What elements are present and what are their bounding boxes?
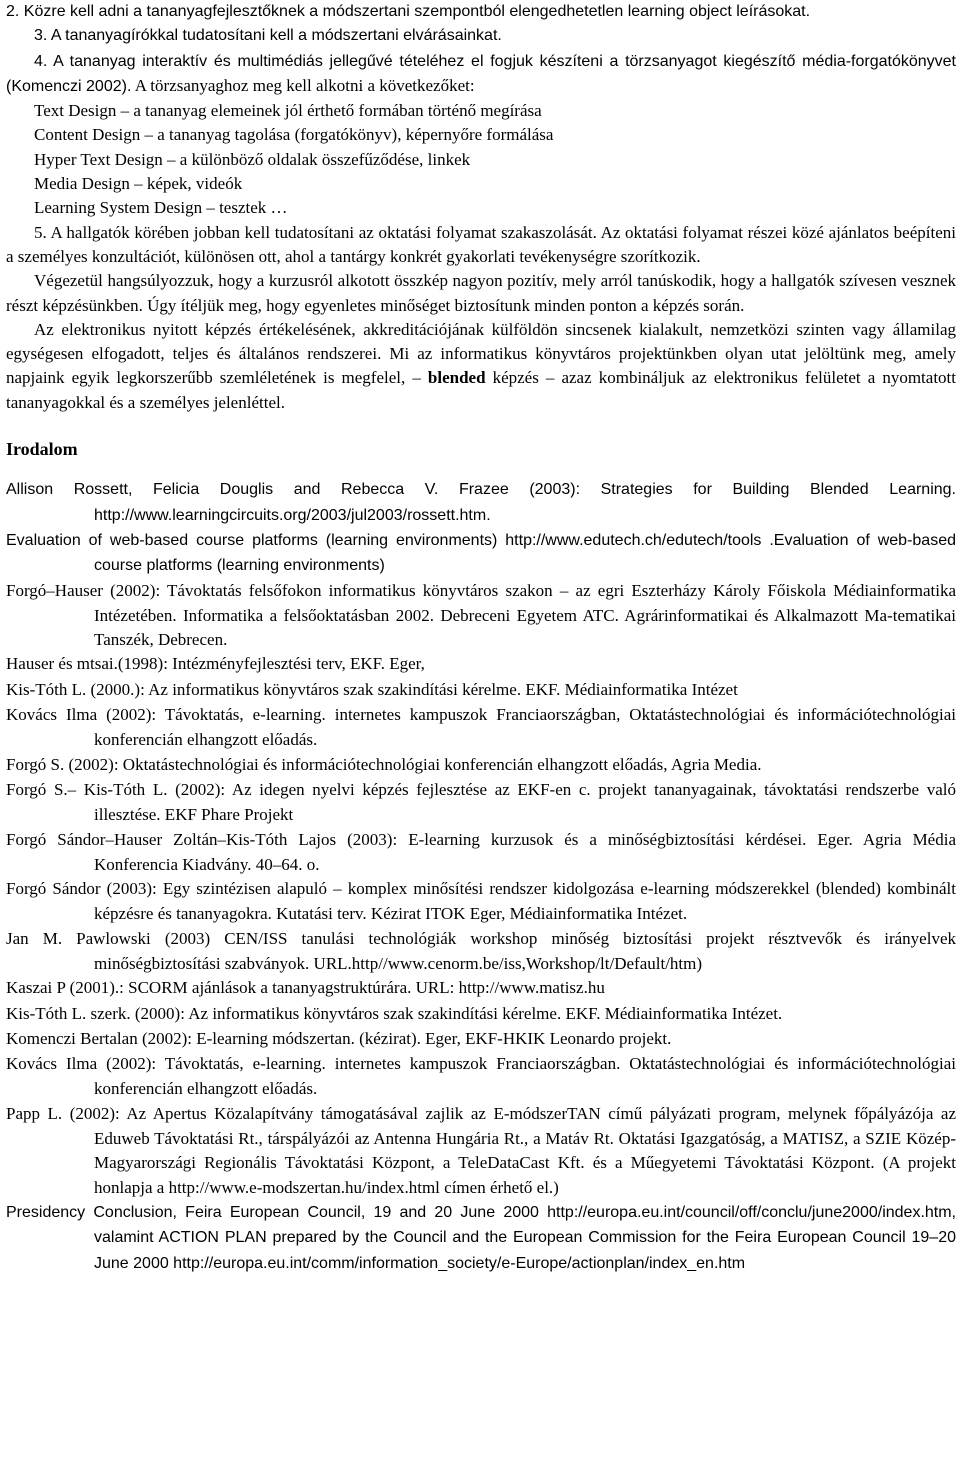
design-line: Content Design – a tananyag tagolása (forgatókönyv), képernyőre formálása: [34, 125, 554, 145]
design-line: Text Design – a tananyag elemeinek jól érthető formában történő megírása: [34, 101, 542, 121]
list-item-4-text: 4. A tananyag interaktív és multimédiás jellegűvé tételéhez el fogjuk készíteni a törzsanyagot kiegészítő média-forgatókönyvet (Komenczi 2002).: [6, 52, 956, 95]
reference-text-serif: Forgó–Hauser (2002): Távoktatás felsőfokon informatikus könyvtáros szakon – az egri Eszterházy Károly Főiskola Médiainformatika Intézetében. Informatika a felsőoktatásban 2002. Debreceni Egyetem ATC. Agrárinformatikai és Alkalmazott Ma-tematikai Tanszék, Debrecen.: [6, 580, 956, 650]
reference-item: [6, 1027, 956, 1052]
reference-text-serif: Kovács Ilma (2002): Távoktatás, e-learning. internetes kampuszok Franciaországban, Oktatástechnológiai és információtechnológiai konferencián elhangzott előadás.: [6, 705, 956, 750]
reference-text-serif: Forgó S.– Kis-Tóth L. (2002): Az idegen nyelvi képzés fejlesztése az EKF-en c. projekt tananyagainak, távoktatási rendszerbe való illesztése. EKF Phare Projekt: [6, 779, 956, 825]
reference-item: [6, 1002, 956, 1027]
reference-text-serif: Forgó Sándor (2003): Egy szintézisen alapuló – komplex minősítési rendszer kidolgozása e-learning módszerekkel (blended) kombinált képzésre és tananyagokra. Kutatási terv. Kézirat ITOK Eger, Médiainformatika Intézet.: [6, 879, 956, 924]
design-list: [6, 99, 956, 220]
design-line: Media Design – képek, videók: [34, 174, 243, 194]
list-item-3: 3. A tananyagírókkal tudatosítani kell a módszertani elvárásainkat.: [34, 27, 502, 45]
reference-item: [6, 778, 956, 828]
reference-item: [6, 1200, 956, 1276]
reference-text-serif: Kaszai P (2001).: SCORM ajánlások a tananyagstruktúrára. URL: http://www.matisz.hu: [6, 978, 605, 998]
elearning-text-end: képzés – azaz kombináljuk az elektronikus felületet a nyomtatott tananyagokkal és a személyes jelenléttel.: [6, 368, 956, 412]
reference-item: [6, 1052, 956, 1102]
reference-item: [6, 652, 956, 677]
reference-text-serif: Kis-Tóth L. szerk. (2000): Az informatikus könyvtáros szak szakindítási kérelme. EKF. Médiainformatika Intézet.: [6, 1003, 783, 1023]
elearning-paragraph: [6, 318, 956, 415]
reference-text-serif: Forgó S. (2002): Oktatástechnológiai és információtechnológiai konferencián elhangzott előadás, Agria Media.: [6, 754, 762, 774]
reference-list: [6, 477, 956, 1276]
reference-item: [6, 1102, 956, 1200]
reference-text-serif: Hauser és mtsai.(1998): Intézményfejlesztési terv, EKF. Eger,: [6, 654, 425, 674]
reference-text-sans: Allison Rossett, Felicia Douglis and Rebecca V. Frazee (2003): Strategies for Building Blended Learning. http://www.learningcircuits.org/2003/jul2003/rossett.htm.: [6, 481, 956, 524]
reference-item: [6, 828, 956, 878]
reference-text-serif: Kovács Ilma (2002): Távoktatás, e-learning. internetes kampuszok Franciaországban. Oktatástechnológiai és információtechnológiai konferencián elhangzott előadás.: [6, 1054, 956, 1099]
reference-text-sans: Presidency Conclusion, Feira European Council, 19 and 20 June 2000 http://europa.eu.int/council/off/conclu/june2000/index.htm, valamint ACTION PLAN prepared by the Council and the European Commission for the Feira European Council 19–20 June 2000 http://europa.eu.int/comm/information_society/e-Europe/actionplan/index_en.htm: [6, 1203, 956, 1272]
blended-term: blended: [427, 368, 486, 388]
list-item-2: 2. Közre kell adni a tananyagfejlesztőknek a módszertani szempontból elengedhetetlen learning object leírásokat.: [6, 3, 811, 20]
reference-item: [6, 477, 956, 528]
design-line: Hyper Text Design – a különböző oldalak összefűződése, linkek: [34, 149, 471, 169]
reference-item: [6, 579, 956, 653]
conclusion-paragraph: Végezetül hangsúlyozzuk, hogy a kurzusról alkotott összkép nagyon pozitív, mely arról tanúskodik, hogy a hallgatók szívesen vesznek részt képzésünkben. Úgy ítéljük meg, hogy egyenletes minőséget biztosítunk minden ponton a képzés során.: [6, 271, 956, 315]
reference-item: [6, 703, 956, 753]
elearning-text-start: Az elektronikus nyitott képzés értékelésének, akkreditációjának külföldön sincsenek kialakult, nemzetközi szinten vagy államilag egységesen elfogadott, teljes és általános rendszerei. Mi az informatikus könyvtáros projektünkben olyan utat jelöltünk meg, amely napjaink egyik legkorszerűbb szemléletének is megfelel, –: [6, 319, 956, 388]
reference-text-serif: Komenczi Bertalan (2002): E-learning módszertan. (kézirat). Eger, EKF-HKIK Leonardo projekt.: [6, 1028, 672, 1048]
reference-item: [6, 528, 956, 579]
list-item-4: [6, 49, 956, 100]
reference-item: [6, 976, 956, 1001]
reference-item: [6, 877, 956, 927]
reference-text-serif: Jan M. Pawlowski (2003) CEN/ISS tanulási technológiák workshop minőség biztosítási projekt résztvevők és irányelvek minőségbiztosítási szabványok. URL.http//www.cenorm.be/iss,Workshop/lt/Default/htm): [6, 928, 956, 973]
design-line: Learning System Design – tesztek …: [34, 198, 288, 218]
list-item-4-continuation: A törzsanyaghoz meg kell alkotni a következőket:: [131, 75, 475, 95]
reference-text-serif: Kis-Tóth L. (2000.): Az informatikus könyvtáros szak szakindítási kérelme. EKF. Médiainformatika Intézet: [6, 679, 738, 699]
reference-text-serif: Forgó Sándor–Hauser Zoltán–Kis-Tóth Lajos (2003): E-learning kurzusok és a minőségbiztosítási kérdései. Eger. Agria Média Konferencia Kiadvány. 40–64. o.: [6, 829, 956, 874]
reference-item: [6, 927, 956, 977]
reference-item: [6, 678, 956, 703]
reference-text-sans: Evaluation of web-based course platforms (learning environments) http://www.edutech.ch/edutech/tools .Evaluation of web-based course platforms (learning environments): [6, 531, 956, 575]
reference-item: [6, 753, 956, 778]
reference-text-serif: Papp L. (2002): Az Apertus Közalapítvány támogatásával zajlik az E-módszerTAN című pályázati program, melynek főpályázója az Eduweb Távoktatási Rt., társpályázói az Antenna Hungária Rt., a Matáv Rt. Oktatási Igazgatóság, a MATISZ, a SZIE Közép-Magyarországi Regionális Távoktatási Központ, a TeleDataCast Kft. és a Műegyetemi Távoktatási Központ. (A projekt honlapja a http://www.e-modszertan.hu/index.html címen érhető el.): [6, 1103, 956, 1197]
section-heading: Irodalom: [6, 439, 78, 460]
list-item-5: 5. A hallgatók körében jobban kell tudatosítani az oktatási folyamat szakaszolását. Az oktatási folyamat részei közé ajánlatos beépíteni a személyes konzultációt, különösen ott, ahol a tantárgy konkrét gyakorlati tevékenységre szorítkozik.: [6, 222, 956, 266]
